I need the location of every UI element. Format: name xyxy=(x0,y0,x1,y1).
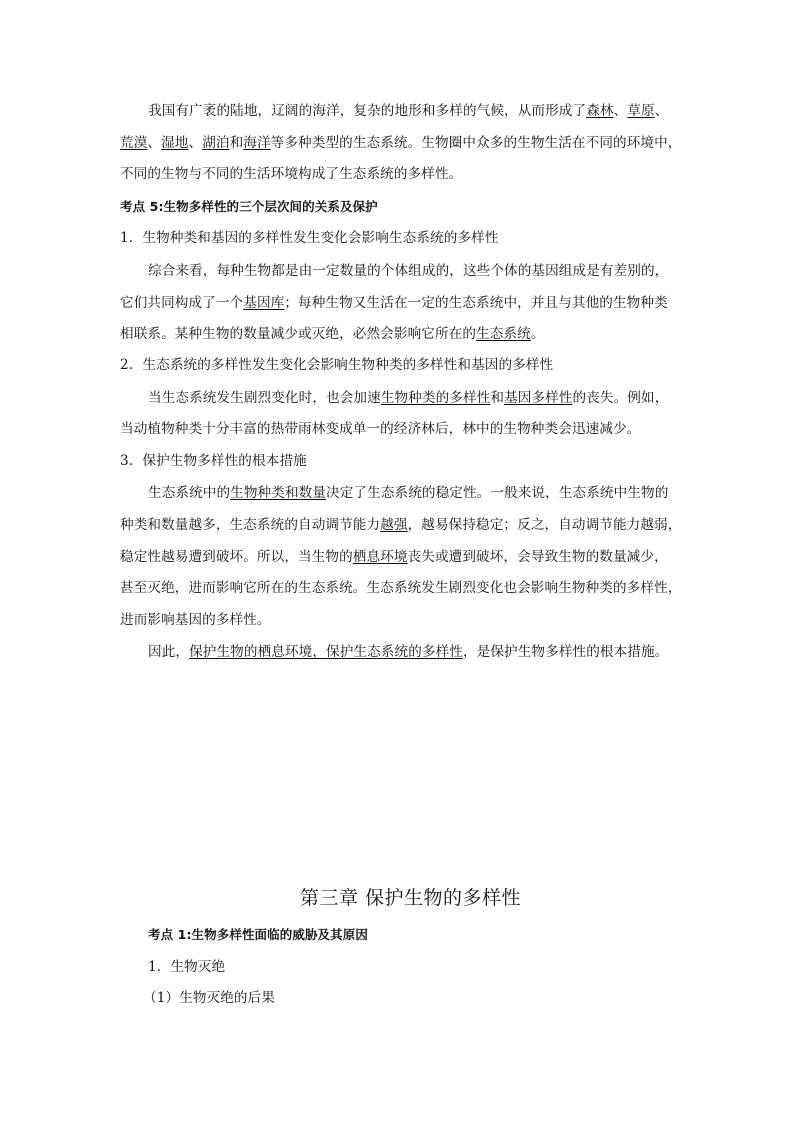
text-run: 。 xyxy=(530,326,545,342)
subheading-3: 3．保护生物多样性的根本措施 xyxy=(120,453,307,469)
paragraph-line: 进而影响基因的多样性。 xyxy=(120,612,271,628)
text-run: ，是保护生物多样性的根本措施。 xyxy=(462,644,669,660)
text-run: 、 xyxy=(654,103,669,119)
paragraph-line xyxy=(148,389,668,407)
text-run: 因此， xyxy=(148,644,190,660)
chapter-title: 第三章 保护生物的多样性 xyxy=(300,887,522,909)
underlined-term: 湿地 xyxy=(161,135,189,151)
text-run: 决定了生态系统的稳定性。一般来说，生态系统中生物的 xyxy=(326,485,669,501)
text-run: 、 xyxy=(188,135,203,151)
text-run: 等多种类型的生态系统。生物圈中众多的生物生活在不同的环境中， xyxy=(270,135,682,151)
paragraph-line xyxy=(148,484,668,502)
paragraph-line xyxy=(120,325,545,343)
paragraph-line xyxy=(120,548,668,566)
text-run: 和 xyxy=(490,390,505,406)
subheading-2: 2．生态系统的多样性发生变化会影响生物种类的多样性和基因的多样性 xyxy=(120,357,554,373)
paragraph-line: 当动植物种类十分丰富的热带雨林变成单一的经济林后，林中的生物种类会迅速减少。 xyxy=(120,421,641,437)
text-run: 的丧失。例如， xyxy=(572,390,669,406)
paragraph-line xyxy=(120,134,681,152)
underlined-term: 栖息环境 xyxy=(352,549,408,565)
underlined-term: 生物种类 xyxy=(230,485,285,501)
paragraph-line xyxy=(120,516,681,534)
underlined-term: 和 xyxy=(284,485,299,501)
paragraph-line: 不同的生物与不同的生活环境构成了生态系统的多样性。 xyxy=(120,166,463,182)
text-run: 和 xyxy=(229,135,244,151)
text-run: ，越易保持稳定；反之，自动调节能力越弱， xyxy=(407,517,682,533)
paragraph-line xyxy=(120,294,668,312)
underlined-term: 生态系统 xyxy=(476,326,531,342)
text-run: 丧失或遭到破坏，会导致生物的数量减少， xyxy=(407,549,668,565)
underlined-term: 森林 xyxy=(586,103,614,119)
text-run: 相联系。某种生物的数量减少或灭绝，必然会影响它所在的 xyxy=(120,326,477,342)
kaodian-1-title: 考点 1:生物多样性面临的威胁及其原因 xyxy=(148,927,368,942)
underlined-term: 基因库 xyxy=(243,295,285,311)
underlined-term: 草原 xyxy=(627,103,655,119)
paragraph-line xyxy=(148,102,668,120)
paragraph-line xyxy=(148,643,668,661)
underlined-term: 湖泊 xyxy=(202,135,230,151)
underlined-term: 数量 xyxy=(298,485,327,501)
subheading-chapter3-1: 1．生物灭绝 xyxy=(148,959,226,975)
text-run: 当生态系统发生剧烈变化时，也会加速 xyxy=(148,390,381,406)
underlined-term: 基因多样性 xyxy=(504,390,573,406)
text-run: 种类和数量越多，生态系统的自动调节能力 xyxy=(120,517,381,533)
underlined-term: 保护生物的栖息环境，保护生态系统的多样性 xyxy=(189,644,463,660)
text-run: 它们共同构成了一个 xyxy=(120,295,244,311)
underlined-term: 生物种类的多样性 xyxy=(380,390,491,406)
paragraph-line: 甚至灭绝，进而影响它所在的生态系统。生态系统发生剧烈变化也会影响生物种类的多样性， xyxy=(120,580,682,596)
text-run: 、 xyxy=(147,135,162,151)
subheading-1: 1．生物种类和基因的多样性发生变化会影响生态系统的多样性 xyxy=(120,230,499,246)
text-run: ；每种生物又生活在一定的生态系统中，并且与其他的生物种类 xyxy=(284,295,668,311)
text-run: 、 xyxy=(613,103,628,119)
text-run: 稳定性越易遭到破坏。所以，当生物的 xyxy=(120,549,353,565)
paragraph-line: 综合来看，每种生物都是由一定数量的个体组成的，这些个体的基因组成是有差别的， xyxy=(148,263,669,279)
underlined-term: 海洋 xyxy=(243,135,271,151)
underlined-term: 荒漠 xyxy=(120,135,148,151)
text-run: 生态系统中的 xyxy=(148,485,231,501)
subheading-chapter3-1-1: （1）生物灭绝的后果 xyxy=(143,990,275,1006)
text-run: 我国有广袤的陆地，辽阔的海洋，复杂的地形和多样的气候，从而形成了 xyxy=(148,103,587,119)
kaodian-5-title: 考点 5:生物多样性的三个层次间的关系及保护 xyxy=(120,199,378,214)
underlined-term: 越强 xyxy=(380,517,408,533)
